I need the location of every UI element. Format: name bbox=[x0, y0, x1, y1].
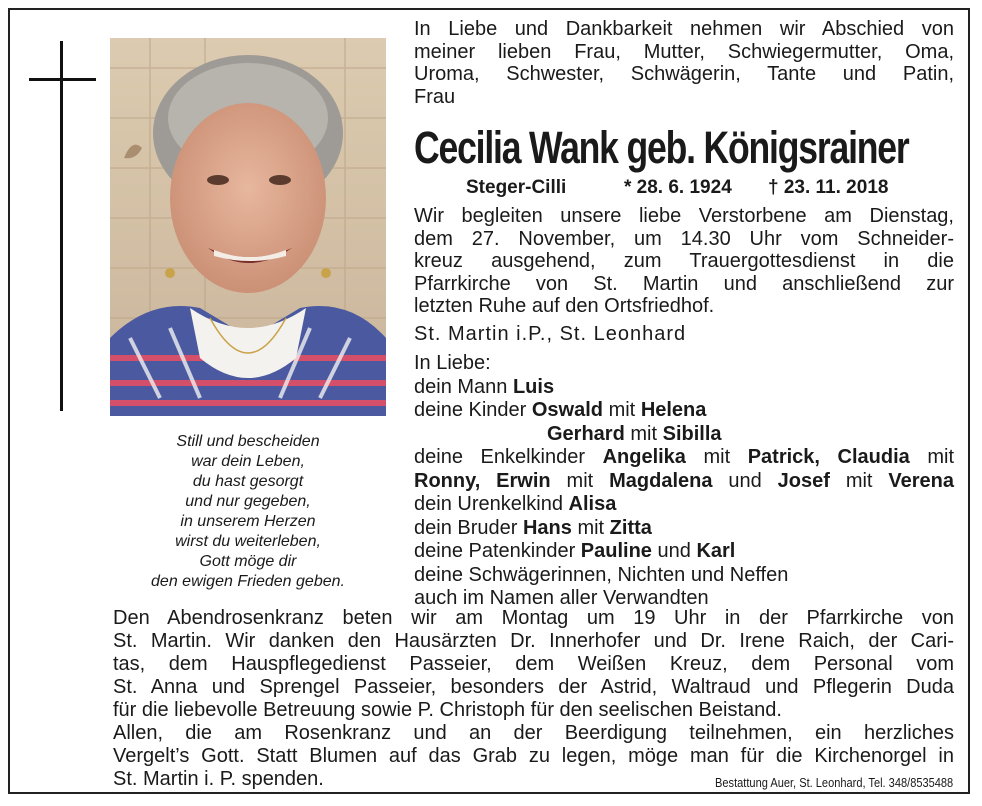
cross-icon-bar bbox=[29, 78, 96, 81]
places: St. Martin i.P., St. Leonhard bbox=[414, 323, 687, 345]
thanks-line: St. Martin i. P. spenden. bbox=[113, 768, 324, 790]
family-line-children-2: Gerhard mit Sibilla bbox=[547, 422, 722, 445]
funeral-line: dem 27. November, um 14.30 Uhr vom Schneider- bbox=[414, 227, 954, 250]
thanks-text bbox=[113, 607, 954, 791]
family-line-children: deine Kinder Oswald mit Helena bbox=[414, 399, 707, 421]
family-line-brother: dein Bruder Hans mit Zitta bbox=[414, 516, 652, 539]
poem-line: wirst du weiterleben, bbox=[175, 533, 321, 550]
family-line-great-grandchild: dein Urenkelkind Alisa bbox=[414, 493, 617, 515]
funeral-line: Wir begleiten unsere liebe Verstorbene am Dienstag, bbox=[414, 205, 954, 227]
poem-line: in unserem Herzen bbox=[180, 513, 316, 530]
poem-line: du hast gesorgt bbox=[192, 473, 304, 490]
cross-icon bbox=[60, 41, 63, 411]
thanks-line: Allen, die am Rosenkranz und an der Beerdigung teilnehmen, ein herzliches bbox=[113, 722, 954, 744]
thanks-line: Vergelt’s Gott. Statt Blumen auf das Grab zu legen, möge man für die Kirchenorgel in bbox=[113, 745, 954, 767]
poem-line: Gott möge dir bbox=[199, 553, 297, 570]
thanks-line: St. Martin. Wir danken den Hausärzten Dr. Innerhofer und Dr. Irene Raich, der Cari- bbox=[113, 630, 954, 652]
portrait-photo bbox=[110, 38, 386, 416]
family-line-relatives: auch im Namen aller Verwandten bbox=[414, 587, 709, 609]
birth-date: * 28. 6. 1924 bbox=[624, 177, 732, 198]
family-line-godchildren: deine Patenkinder Pauline und Karl bbox=[414, 540, 736, 562]
nickname: Steger-Cilli bbox=[466, 177, 567, 198]
thanks-line: für die liebevolle Betreuung sowie P. Christoph für den seelischen Beistand. bbox=[113, 699, 782, 721]
family-list bbox=[414, 352, 954, 611]
deceased-name: Cecilia Wank geb. Königsrainer bbox=[414, 122, 909, 173]
intro-line: Frau bbox=[414, 85, 456, 108]
thanks-line: Den Abendrosenkranz beten wir am Montag um 19 Uhr in der Pfarrkirche von bbox=[113, 607, 954, 629]
funeral-home-footer: Bestattung Auer, St. Leonhard, Tel. 348/8535488 bbox=[714, 775, 953, 790]
intro-text bbox=[414, 18, 954, 108]
intro-line: Uroma, Schwester, Schwägerin, Tante und Patin, bbox=[414, 63, 954, 85]
intro-line: meiner lieben Frau, Mutter, Schwiegermutter, Oma, bbox=[414, 40, 954, 63]
funeral-text bbox=[414, 205, 954, 318]
poem-line: Still und bescheiden bbox=[176, 433, 320, 450]
intro-line: In Liebe und Dankbarkeit nehmen wir Abschied von bbox=[414, 18, 954, 40]
family-line-grandchildren: deine Enkelkinder Angelika mit Patrick, Claudia mit bbox=[414, 446, 955, 468]
funeral-line: kreuz ausgehend, zum Trauergottesdienst in die bbox=[414, 250, 954, 272]
poem bbox=[118, 432, 378, 592]
poem-line: den ewigen Frieden geben. bbox=[151, 573, 345, 590]
family-line-grandchildren-2: Ronny, Erwin mit Magdalena und Josef mit Verena bbox=[414, 469, 955, 492]
poem-line: war dein Leben, bbox=[191, 453, 305, 470]
death-date: † 23. 11. 2018 bbox=[768, 177, 889, 198]
family-heading: In Liebe: bbox=[414, 352, 491, 374]
funeral-line: letzten Ruhe auf den Ortsfriedhof. bbox=[414, 295, 715, 317]
thanks-line: tas, dem Hauspflegedienst Passeier, dem Weißen Kreuz, dem Personal vom bbox=[113, 653, 954, 675]
family-line-husband: dein Mann Luis bbox=[414, 375, 555, 398]
thanks-line: St. Anna und Sprengel Passeier, besonders der Astrid, Waltraud und Pflegerin Duda bbox=[113, 676, 954, 698]
poem-line: und nur gegeben, bbox=[185, 493, 311, 510]
family-line-inlaws: deine Schwägerinnen, Nichten und Neffen bbox=[414, 563, 789, 586]
funeral-line: Pfarrkirche von St. Martin und anschließend zur bbox=[414, 272, 954, 295]
